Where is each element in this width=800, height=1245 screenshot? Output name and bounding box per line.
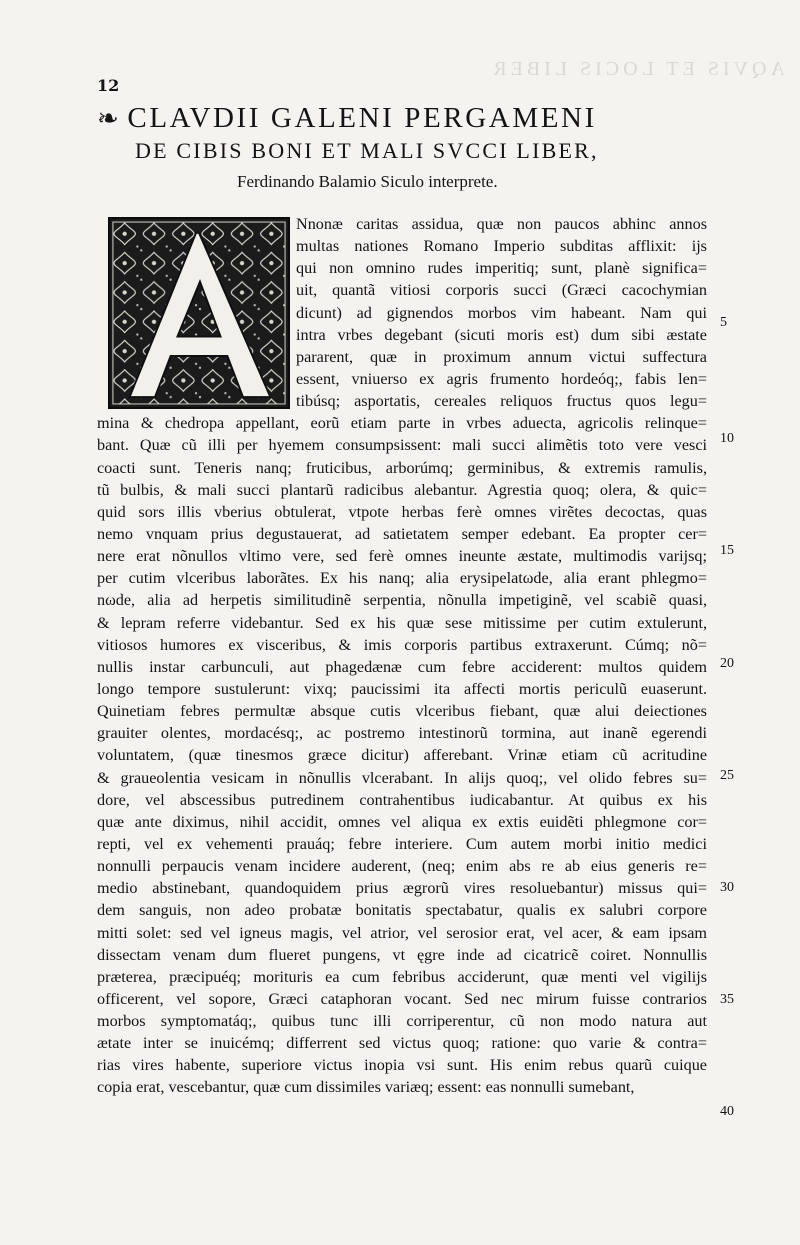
show-through-text: AQVIS ET LOCIS LIBER bbox=[489, 58, 785, 80]
text-line: essent, vniuerso ex agris frumento hordeóq;, fabis len= bbox=[296, 369, 707, 388]
text-line: & lepram referre videbantur. Sed ex his quæ sese mitissime per cutim extulerunt, bbox=[97, 613, 707, 632]
text-line: intra vrbes degebant (sicuti moris est) dum sibi æstate bbox=[296, 325, 707, 344]
title-line-1-text: CLAVDII GALENI PERGAMENI bbox=[127, 102, 597, 134]
line-number: 25 bbox=[720, 768, 734, 783]
text-line: mina & chedropa appellant, eorũ etiam parte in vrbes aduecta, agricolis relinque= bbox=[97, 414, 707, 433]
text-line: mitti solet: sed vel igneus magis, vel atrior, vel serosior erat, vel acer, & eam ipsam bbox=[97, 923, 707, 942]
fleuron-icon: ❧ bbox=[97, 104, 122, 133]
text-line: rias vires habente, superiore victus inopia vsi sunt. His enim rebus quarũ cuique bbox=[97, 1056, 707, 1075]
page-number: 12 bbox=[97, 76, 120, 95]
text-line: nonnulli perpaucis venam incidere auderent, (neq; enim abs re ab eius generis re= bbox=[97, 857, 707, 876]
text-line: quæ ante diximus, nihil accidit, omnes vel aliqua ex extis euidẽti phlegmone cor= bbox=[97, 812, 707, 831]
line-number: 35 bbox=[720, 992, 734, 1007]
text-line: nere erat nõnullos vltimo vere, sed ferè omnes ineunte æstate, multimodis varijsq; bbox=[97, 547, 707, 566]
text-line: tibúsq; asportatis, cereales reliquos fructus quos legu= bbox=[296, 392, 707, 411]
line-number: 5 bbox=[720, 315, 727, 330]
text-line: nullis instar carbunculi, aut phagedænæ cum febre acciderent: multos quidem bbox=[97, 657, 707, 676]
text-line: bant. Quæ cũ illi per hyemem consumpsissent: mali succi alimẽtis toto vere vesci bbox=[97, 436, 707, 455]
text-line: ætate inter se inuicémq; differrent sed victus quoq; ratione: quo varie & contra= bbox=[97, 1034, 707, 1053]
line-number: 40 bbox=[720, 1104, 734, 1119]
text-line: tũ bulbis, & mali succi plantarũ radicibus alebantur. Agrestia quoq; olera, & quic= bbox=[97, 480, 707, 499]
title-line-3: Ferdinando Balamio Siculo interprete. bbox=[237, 172, 498, 191]
text-line: quid sors illis vberius obtulerat, vtpote herbas ferè omnes virẽtes decoctas, quas bbox=[97, 502, 707, 521]
text-line: & graueolentia vesicam in nõnullis vlcerabant. In alijs quoq;, vel olido febres su= bbox=[97, 768, 707, 787]
text-line: copia erat, vescebantur, quæ cum dissimiles variæq; essent: eas nonnulli sumebant, bbox=[97, 1078, 635, 1097]
line-number: 15 bbox=[720, 543, 734, 558]
text-line: nωde, alia ad herpetis similitudinẽ serpentia, nõnulla impetiginẽ, vel scabiẽ quasi, bbox=[97, 591, 707, 610]
title-line-2: DE CIBIS BONI ET MALI SVCCI LIBER, bbox=[135, 138, 599, 163]
text-line: dore, vel abscessibus putredinem contrahentibus iudicabantur. At quibus ex his bbox=[97, 790, 707, 809]
text-line: qui non omnino rudes imperitiq; sunt, planè significa= bbox=[296, 259, 707, 278]
text-line: multas nationes Romano Imperio subditas afflixit: ijs bbox=[296, 237, 707, 256]
text-line: per cutim vlceribus laborãtes. Ex his nanq; alia erysipelatωde, alia erant phlegmo= bbox=[97, 569, 707, 588]
text-line: grauiter olentes, mordacésq;, ac postremo intestinorũ tormina, aut inanẽ egerendi bbox=[97, 724, 707, 743]
text-line: officerent, vel sopore, Græci cataphoran vocant. Sed nec mirum fuisse contrarios bbox=[97, 989, 707, 1008]
title-line-1 bbox=[97, 102, 707, 135]
text-line: coacti sunt. Teneris nanq; fruticibus, arborúmq; germinibus, & extremis ramulis, bbox=[97, 458, 707, 477]
text-line: vitiosos humores ex visceribus, & imis corporis partibus extraxerunt. Cúmq; nõ= bbox=[97, 635, 707, 654]
text-line: præterea, præcipuéq; morituris ea cum febribus acciderunt, quæ menti vel vigilijs bbox=[97, 967, 707, 986]
text-line: longo tempore sustulerunt: vixq; paucissimi ita affecti mortis periculũ euaserunt. bbox=[97, 679, 707, 698]
text-line: dissectam venam dum flueret pungens, vt ęgre inde ad cicatricẽ coiret. Nonnullis bbox=[97, 945, 707, 964]
text-line: uit, quantã vitiosi corporis succi (Græci cacochymian bbox=[296, 281, 707, 300]
text-line: pararent, quæ in proximum annum victui suffectura bbox=[296, 347, 707, 366]
text-line: voluntatem, (quæ tinesmos græce dicitur) afferebant. Vrinæ etiam cũ acritudine bbox=[97, 746, 707, 765]
line-number: 10 bbox=[720, 431, 734, 446]
text-line: Quinetiam febres permultæ absque cutis vlceribus fiebant, quæ alui deiectiones bbox=[97, 702, 707, 721]
text-line: repti, vel ex vehementi prauáq; febre interiere. Cum autem morbi initio medici bbox=[97, 834, 707, 853]
text-line: nemo vnquam prius degustauerat, ad satietatem semper edebant. Ea propter cer= bbox=[97, 524, 707, 543]
line-number: 30 bbox=[720, 880, 734, 895]
text-line: morbos symptomatáq;, quibus tunc illi corriperentur, cũ non modo natura aut bbox=[97, 1012, 707, 1031]
text-line: dicunt) ad gignendos morbos vim habeant. Nam qui bbox=[296, 303, 707, 322]
line-number: 20 bbox=[720, 656, 734, 671]
text-line: medio abstinebant, quandoquidem prius ægrorũ vires resoluebantur) missus qui= bbox=[97, 879, 707, 898]
body-text bbox=[97, 213, 707, 1099]
text-line: dem sanguis, non adeo probatæ bonitatis spectabatur, qualis ex salubri corpore bbox=[97, 901, 707, 920]
text-line: Nnonæ caritas assidua, quæ non paucos abhinc annos bbox=[296, 215, 707, 233]
